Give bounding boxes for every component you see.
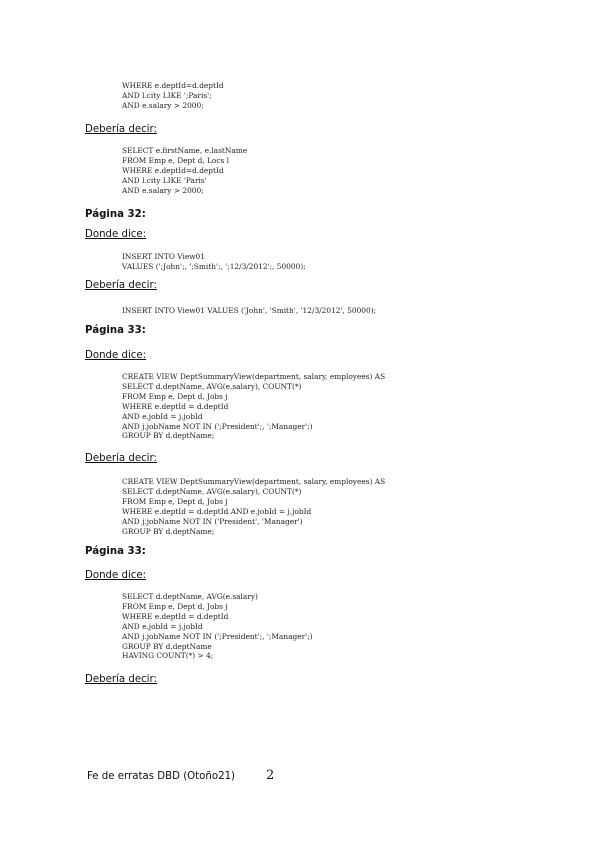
code-snippet: CREATE VIEW DeptSummaryView(department, salary, employees) AS SELECT d.deptName, AVG(e.salary), COUNT(*) FROM Emp e, Dept d, Jobs j WHERE e.deptId = d.deptId AND e.jobId = j.jobId AND j.jobName NOT IN (';President';, ';Manager';) GROUP BY d.deptName; [122, 372, 386, 441]
footer-title: Fe de erratas DBD (Otoño21) [87, 771, 236, 782]
code-snippet: SELECT d.deptName, AVG(e.salary) FROM Emp e, Dept d, Jobs j WHERE e.deptId = d.deptId AND e.jobId = j.jobId AND j.jobName NOT IN (';President';, ';Manager';) GROUP BY d.deptName HAVING COUNT(*) > 4; [122, 592, 313, 661]
section-label: Donde dice: [85, 229, 147, 240]
section-label: Debería decir: [85, 453, 157, 464]
section-label: Debería decir: [85, 124, 157, 135]
footer-page-number: 2 [266, 768, 275, 783]
code-snippet: INSERT INTO View01 VALUES ('John', 'Smith', '12/3/2012', 50000); [122, 306, 377, 315]
code-snippet: WHERE e.deptId=d.deptId AND l.city LIKE ';Paris'; AND e.salary > 2000; [122, 81, 224, 110]
section-label: Donde dice: [85, 570, 147, 581]
page-heading: Página 32: [85, 209, 146, 220]
code-snippet: CREATE VIEW DeptSummaryView(department, salary, employees) AS SELECT d.deptName, AVG(e.salary), COUNT(*) FROM Emp e, Dept d, Jobs j WHERE e.deptId = d.deptId AND e.jobId = j.jobId AND j.jobName NOT IN ('President', 'Manager') GROUP BY d.deptName; [122, 477, 386, 536]
section-label: Debería decir: [85, 280, 157, 291]
code-snippet: INSERT INTO View01 VALUES (';John';, ';Smith';, ';12/3/2012';, 50000); [122, 252, 306, 271]
page-heading: Página 33: [85, 546, 146, 557]
section-label: Debería decir: [85, 674, 157, 685]
page-heading: Página 33: [85, 325, 146, 336]
code-snippet: SELECT e.firstName, e.lastName FROM Emp e, Dept d, Locs l WHERE e.deptId=d.deptId AND l.city LIKE 'Paris' AND e.salary > 2000; [122, 146, 248, 195]
section-label: Donde dice: [85, 350, 147, 361]
